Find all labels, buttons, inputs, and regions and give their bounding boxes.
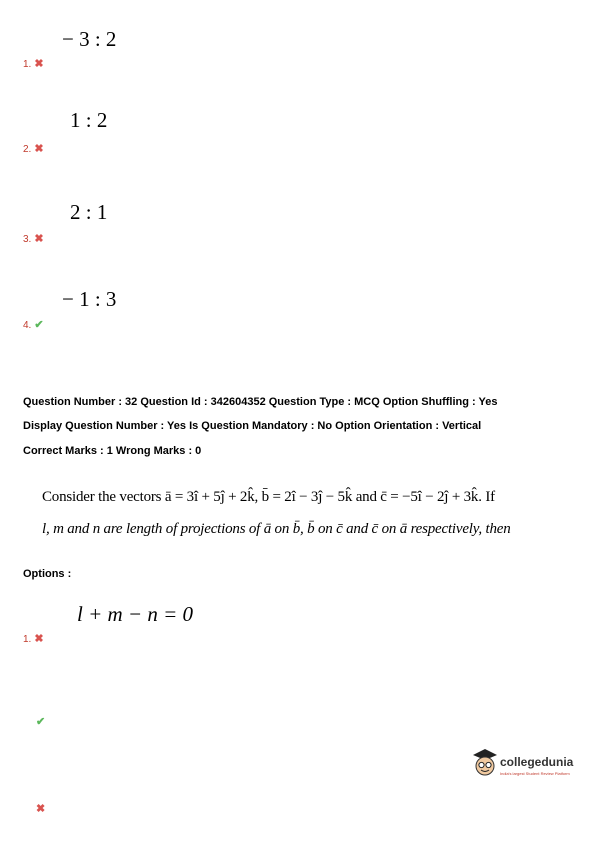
check-icon: ✔ <box>36 716 46 728</box>
option-number: 4. <box>23 320 32 331</box>
option-3-label <box>33 799 45 817</box>
prev-option-1-math: − 3 : 2 <box>62 27 117 51</box>
option-number: 1. <box>23 59 32 70</box>
prev-option-4-label <box>23 315 44 333</box>
question-meta-line-3: Correct Marks : 1 Wrong Marks : 0 <box>23 445 202 457</box>
mascot-icon <box>470 747 500 779</box>
question-meta-line-2: Display Question Number : Yes Is Question Mandatory : No Option Orientation : Vertical <box>23 420 482 432</box>
logo-tagline: India's largest Student Review Platform <box>500 771 570 776</box>
cross-icon: ✖ <box>34 233 44 245</box>
prev-option-2-label <box>23 139 44 157</box>
prev-option-1-label <box>23 54 44 72</box>
options-label: Options : <box>23 568 72 580</box>
question-meta-line-1: Question Number : 32 Question Id : 342604352 Question Type : MCQ Option Shuffling : Yes <box>23 396 498 408</box>
question-text-line-2: l, m and n are length of projections of ā on b̄, b̄ on c̄ and c̄ on ā respectively, then <box>42 521 511 537</box>
cross-icon: ✖ <box>36 803 46 815</box>
prev-option-3-math: 2 : 1 <box>70 200 108 224</box>
option-2-label <box>33 712 45 730</box>
option-number: 2. <box>23 144 32 155</box>
cross-icon: ✖ <box>34 58 44 70</box>
prev-option-4-math: − 1 : 3 <box>62 287 117 311</box>
prev-option-2-math: 1 : 2 <box>70 108 108 132</box>
collegedunia-logo <box>470 745 580 785</box>
prev-option-3-label <box>23 229 44 247</box>
logo-name: collegedunia <box>500 755 574 769</box>
cross-icon: ✖ <box>34 143 44 155</box>
option-number: 1. <box>23 634 32 645</box>
option-number: 3. <box>23 234 32 245</box>
check-icon: ✔ <box>34 319 44 331</box>
option-1-math: l + m − n = 0 <box>77 602 194 626</box>
option-1-label <box>23 629 44 647</box>
cross-icon: ✖ <box>34 633 44 645</box>
question-text-line-1: Consider the vectors ā = 3î + 5ĵ + 2k̂, b̄ = 2î − 3ĵ − 5k̂ and c̄ = −5î − 2ĵ + 3k̂. If <box>42 489 495 505</box>
